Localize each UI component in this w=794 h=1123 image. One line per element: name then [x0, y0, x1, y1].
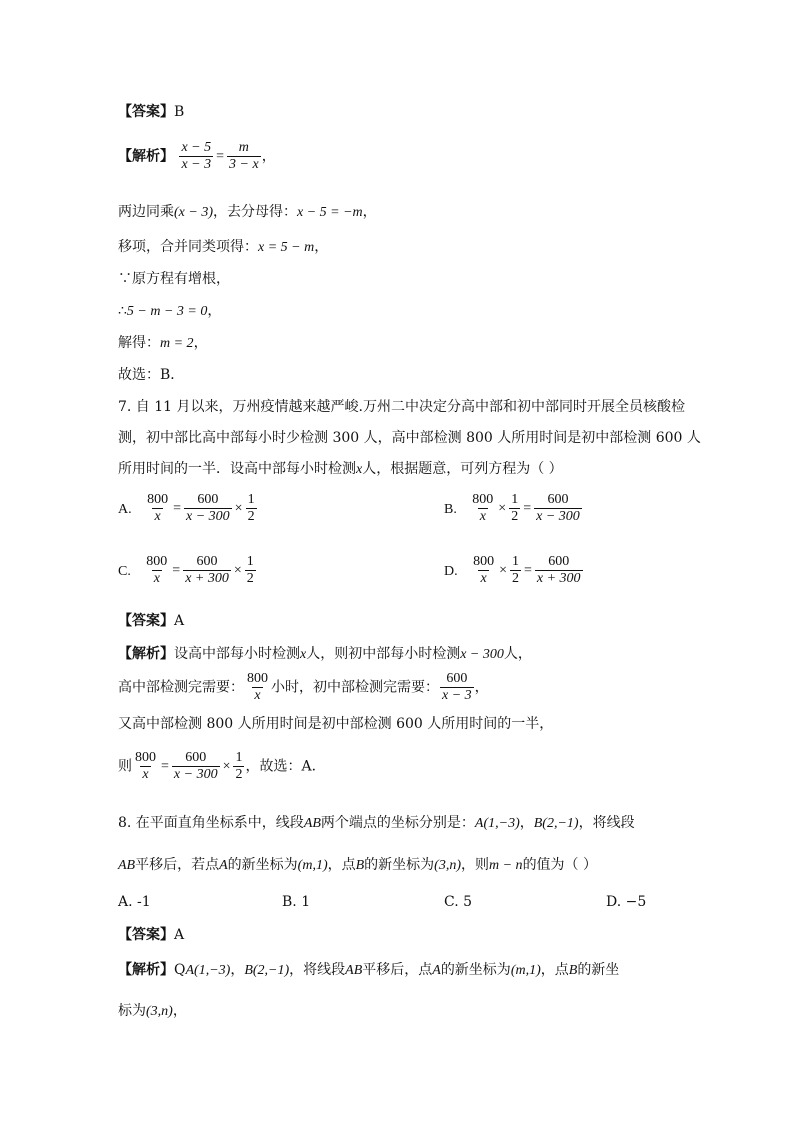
q6-answer-line — [118, 103, 184, 121]
fraction: $\frac{x - 5}{x - 3}$ — [181, 140, 212, 172]
q7-analysis-2: 高中部检测完需要： $\frac{800}{x}$ 小时，初中部检测完需要： $\frac{600}{x - 3}$ ， — [118, 671, 489, 703]
q8-stem-line2: AB平移后，若点A的新坐标为(m,1)，点B的新坐标为(3,n)，则m − n的值为（ ） — [118, 857, 598, 873]
q8-analysis-1: 【解析】QA(1,−3)，B(2,−1)，将线段AB平移后，点A的新坐标为(m,1)，点B的新坐 — [118, 962, 620, 978]
q7-option-c: C. $\frac{800}{x}$ = $\frac{600}{x + 300}$ × $\frac{1}{2}$ — [118, 554, 254, 586]
q7-answer: A — [174, 613, 185, 629]
q8-answer: A — [174, 927, 185, 943]
answer-label: 【答案】 — [118, 104, 174, 120]
q7-stem-line2: 测，初中部比高中部每小时少检测 300 人，高中部检测 800 人所用时间是初中部检测 600 人 — [118, 430, 701, 446]
q8-option-c: C. 5 — [444, 894, 473, 910]
analysis-label: 【解析】 — [118, 148, 174, 165]
q8-option-d: D. −5 — [606, 894, 647, 910]
q7-option-a: A. $\frac{800}{x}$ = $\frac{600}{x - 300}$ × $\frac{1}{2}$ — [118, 492, 255, 524]
q7-option-b: B. $\frac{800}{x}$ × $\frac{1}{2}$ = $\frac{600}{x - 300}$ — [444, 492, 580, 524]
q6-step6: 故选：B． — [118, 367, 185, 383]
q6-analysis-eq: 【解析】 $\frac{x - 5}{x - 3}$ = $\frac{m}{3 - x}$ ， — [118, 140, 276, 172]
q7-analysis-1: 【解析】设高中部每小时检测x人，则初中部每小时检测x − 300人， — [118, 646, 532, 662]
q7-answer-line: 【答案】A — [118, 613, 185, 629]
q7-analysis-3: 又高中部检测 800 人所用时间是初中部检测 600 人所用时间的一半， — [118, 716, 554, 732]
q7-stem-line3: 所用时间的一半．设高中部每小时检测x人，根据题意，可列方程为（ ） — [118, 461, 563, 477]
q6-step5: 解得：m = 2， — [118, 335, 208, 351]
q7-stem-line1: 7. 自 11 月以来，万州疫情越来越严峻.万州二中决定分高中部和初中部同时开展全员核酸检 — [118, 399, 685, 415]
q7-option-d: D. $\frac{800}{x}$ × $\frac{1}{2}$ = $\frac{600}{x + 300}$ — [444, 554, 581, 586]
fraction: $\frac{m}{3 - x}$ — [229, 140, 259, 172]
q6-step1: 两边同乘(x − 3)，去分母得：x − 5 = −m， — [118, 204, 377, 220]
q8-analysis-2: 标为(3,n)， — [118, 1003, 187, 1019]
q8-option-b: B. 1 — [282, 894, 311, 910]
q7-analysis-4: 则 $\frac{800}{x}$ = $\frac{600}{x - 300}$ × $\frac{1}{2}$ ，故选：A． — [118, 750, 326, 782]
q8-answer-line: 【答案】A — [118, 927, 185, 943]
q6-step4: ∴5 − m − 3 = 0， — [118, 303, 222, 319]
q6-step3: ∵原方程有增根， — [118, 271, 230, 287]
q8-option-a: A. -1 — [118, 894, 151, 910]
q6-step2: 移项，合并同类项得：x = 5 − m， — [118, 239, 329, 255]
q6-answer: B — [174, 104, 185, 120]
q8-stem-line1: 8. 在平面直角坐标系中，线段AB两个端点的坐标分别是：A(1,−3)，B(2,−1)，将线段 — [118, 815, 635, 831]
